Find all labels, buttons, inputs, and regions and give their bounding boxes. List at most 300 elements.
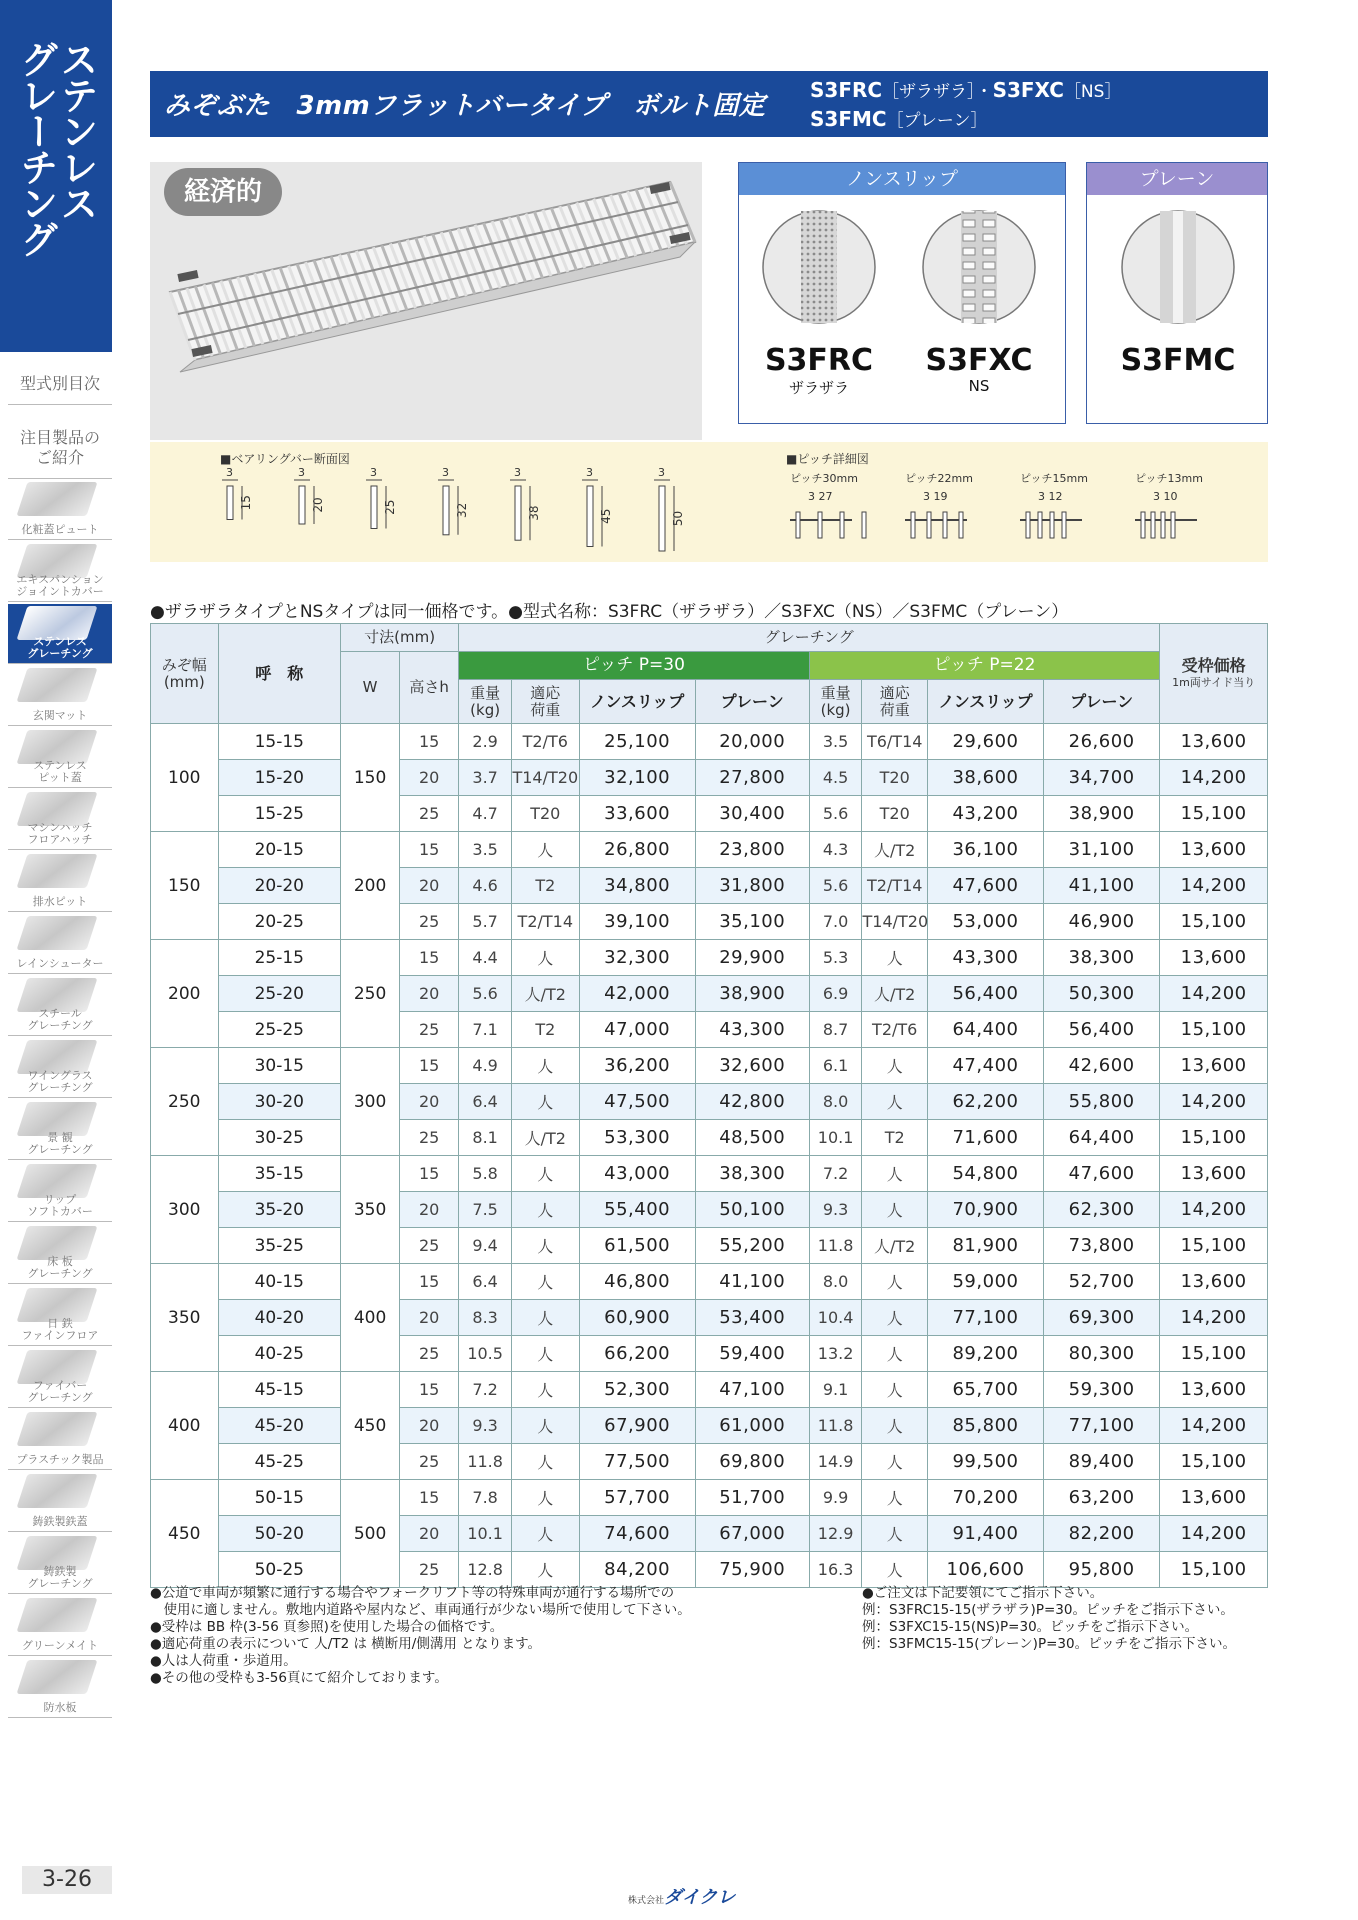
load22-cell: 人 (862, 1084, 927, 1120)
bar-thickness-label: 3 (226, 466, 233, 479)
name-cell: 30-25 (218, 1120, 340, 1156)
load30-cell: 人 (512, 1408, 580, 1444)
zarazara-bar-texture (801, 211, 837, 323)
load30-cell: 人 (512, 1336, 580, 1372)
nonslip30-price-cell: 60,900 (579, 1300, 695, 1336)
w-cell: 150 (341, 724, 400, 832)
height-cell: 20 (400, 760, 459, 796)
sidebar-item-label: スチール グレーチング (27, 1007, 93, 1032)
name-cell: 35-15 (218, 1156, 340, 1192)
load30-cell: 人 (512, 940, 580, 976)
plain22-price-cell: 89,400 (1044, 1444, 1160, 1480)
name-cell: 45-20 (218, 1408, 340, 1444)
w-cell: 500 (341, 1480, 400, 1588)
load22-cell: 人 (862, 1372, 927, 1408)
load30-cell: 人 (512, 1048, 580, 1084)
name-cell: 30-20 (218, 1084, 340, 1120)
sidebar-item[interactable] (8, 728, 112, 788)
table-row (151, 1444, 1268, 1480)
table-row (151, 1300, 1268, 1336)
weight30-cell: 11.8 (459, 1444, 512, 1480)
note-left-3: ●適応荷重の表示について 人/T2 は 横断用/側溝用 となります。 (150, 1636, 542, 1652)
height-cell: 15 (400, 832, 459, 868)
sidebar-item-thumbnail (16, 854, 97, 888)
plain22-price-cell: 77,100 (1044, 1408, 1160, 1444)
frame-price-cell: 15,100 (1160, 1336, 1268, 1372)
sidebar-item-label: ステンレス ピット蓋 (33, 759, 87, 784)
sidebar-item-thumbnail (16, 1660, 97, 1694)
bearing-bar-section (515, 486, 521, 540)
load22-cell: 人 (862, 1444, 927, 1480)
height-cell: 25 (400, 1552, 459, 1588)
bearing-bar-section (443, 486, 449, 535)
header-plain-22: プレーン (1044, 680, 1160, 724)
notes-left (150, 1585, 710, 1687)
nonslip22-price-cell: 43,300 (927, 940, 1043, 976)
product-title: みぞぶた 3mmフラットバータイプ ボルト固定 (164, 91, 766, 121)
load22-cell: T20 (862, 796, 927, 832)
diagram-strip (150, 442, 1268, 562)
name-cell: 50-20 (218, 1516, 340, 1552)
plain30-price-cell: 59,400 (695, 1336, 809, 1372)
load30-cell: 人 (512, 1228, 580, 1264)
weight22-cell: 6.1 (809, 1048, 862, 1084)
table-row (151, 1120, 1268, 1156)
nonslip30-price-cell: 42,000 (579, 976, 695, 1012)
load30-cell: T2 (512, 1012, 580, 1048)
sidebar-item[interactable] (8, 1224, 112, 1284)
w-cell: 200 (341, 832, 400, 940)
note-right-4: 例：S3FMC15-15(プレーン)P=30。ピッチをご指示下さい。 (862, 1636, 1237, 1652)
economy-badge: 経済的 (164, 168, 282, 216)
pitch-bar (1161, 512, 1165, 538)
weight22-cell: 10.1 (809, 1120, 862, 1156)
pitch-bar (927, 512, 931, 538)
header-pitch22: ピッチ P=22 (809, 652, 1160, 680)
weight30-cell: 3.5 (459, 832, 512, 868)
header-nonslip-22: ノンスリップ (927, 680, 1043, 724)
weight22-cell: 8.0 (809, 1264, 862, 1300)
plain22-price-cell: 31,100 (1044, 832, 1160, 868)
table-row (151, 1372, 1268, 1408)
weight30-cell: 9.3 (459, 1408, 512, 1444)
table-row (151, 1336, 1268, 1372)
pitch-label: ピッチ15mm (1020, 472, 1088, 485)
weight22-cell: 5.3 (809, 940, 862, 976)
frame-price-cell: 13,600 (1160, 1264, 1268, 1300)
height-cell: 25 (400, 1444, 459, 1480)
sidebar-item[interactable] (8, 666, 112, 726)
bar-thickness-label: 3 (658, 466, 665, 479)
height-cell: 15 (400, 1480, 459, 1516)
bearing-bar-section (371, 486, 377, 529)
nonslip22-price-cell: 43,200 (927, 796, 1043, 832)
weight30-cell: 8.1 (459, 1120, 512, 1156)
sidebar-item-label: リップ ソフトカバー (27, 1193, 93, 1218)
note-left-2: ●受枠は BB 枠(3-56 頁参照)を使用した場合の価格です。 (150, 1619, 504, 1635)
load22-cell: 人 (862, 1408, 927, 1444)
sidebar-item-thumbnail (16, 1412, 97, 1446)
header-pitch30: ピッチ P=30 (459, 652, 809, 680)
load30-cell: 人 (512, 1372, 580, 1408)
groove-width-cell: 450 (151, 1480, 219, 1588)
plain22-price-cell: 64,400 (1044, 1120, 1160, 1156)
pitch-dims: 3 10 (1153, 490, 1178, 503)
load30-cell: T2 (512, 868, 580, 904)
price-table-body (151, 724, 1268, 1588)
nonslip22-price-cell: 56,400 (927, 976, 1043, 1012)
frame-price-cell: 15,100 (1160, 904, 1268, 940)
sidebar-item-thumbnail (16, 668, 97, 702)
code-fmc: S3FMC (1120, 343, 1236, 378)
pitch-bar (943, 512, 947, 538)
w-cell: 300 (341, 1048, 400, 1156)
bar-thickness-label: 3 (586, 466, 593, 479)
nonslip22-price-cell: 70,200 (927, 1480, 1043, 1516)
weight22-cell: 9.9 (809, 1480, 862, 1516)
header-load-30: 適応 荷重 (512, 680, 580, 724)
sidebar-item[interactable] (8, 1658, 112, 1718)
height-cell: 20 (400, 1192, 459, 1228)
nonslip30-price-cell: 25,100 (579, 724, 695, 760)
sidebar-item-thumbnail (16, 1598, 97, 1632)
name-cell: 50-15 (218, 1480, 340, 1516)
name-cell: 25-25 (218, 1012, 340, 1048)
bar-height-label: 25 (383, 499, 397, 515)
weight22-cell: 3.5 (809, 724, 862, 760)
note-left-5: ●その他の受枠も3-56頁にて紹介しております。 (150, 1670, 448, 1686)
nonslip22-price-cell: 59,000 (927, 1264, 1043, 1300)
nonslip30-price-cell: 39,100 (579, 904, 695, 940)
nonslip22-price-cell: 99,500 (927, 1444, 1043, 1480)
sidebar-item[interactable] (8, 1348, 112, 1408)
product-codes (810, 77, 1121, 135)
name-cell: 40-15 (218, 1264, 340, 1300)
plain30-price-cell: 67,000 (695, 1516, 809, 1552)
load22-cell: 人 (862, 1192, 927, 1228)
pitch-bar (818, 512, 822, 538)
note-right-3: 例：S3FXC15-15(NS)P=30。ピッチをご指示下さい。 (862, 1619, 1199, 1635)
frame-price-cell: 14,200 (1160, 1408, 1268, 1444)
plain30-price-cell: 31,800 (695, 868, 809, 904)
plain22-price-cell: 73,800 (1044, 1228, 1160, 1264)
sidebar-item-label: 鋳鉄製 グレーチング (27, 1565, 93, 1590)
height-cell: 15 (400, 1372, 459, 1408)
model-code-frc: S3FRC (810, 78, 883, 102)
nonslip-closeups (739, 203, 1067, 343)
sidebar-item-label: レインシューター (16, 957, 104, 970)
sidebar-item[interactable] (8, 1410, 112, 1470)
weight30-cell: 3.7 (459, 760, 512, 796)
plain22-price-cell: 41,100 (1044, 868, 1160, 904)
weight30-cell: 7.5 (459, 1192, 512, 1228)
plain30-price-cell: 50,100 (695, 1192, 809, 1228)
weight30-cell: 2.9 (459, 724, 512, 760)
table-row (151, 1084, 1268, 1120)
w-cell: 450 (341, 1372, 400, 1480)
plain-finish-panel (1086, 162, 1268, 424)
w-cell: 250 (341, 940, 400, 1048)
nonslip22-price-cell: 38,600 (927, 760, 1043, 796)
height-cell: 15 (400, 724, 459, 760)
name-cell: 45-25 (218, 1444, 340, 1480)
plain22-price-cell: 47,600 (1044, 1156, 1160, 1192)
pitch-label: ピッチ13mm (1135, 472, 1203, 485)
groove-width-cell: 100 (151, 724, 219, 832)
bar-height-label: 15 (239, 495, 253, 511)
plain22-price-cell: 56,400 (1044, 1012, 1160, 1048)
header-w: W (341, 652, 400, 724)
frame-price-cell: 13,600 (1160, 724, 1268, 760)
groove-width-cell: 350 (151, 1264, 219, 1372)
weight30-cell: 7.1 (459, 1012, 512, 1048)
load30-cell: 人 (512, 1552, 580, 1588)
plain30-price-cell: 43,300 (695, 1012, 809, 1048)
sidebar-item-label: 防水板 (43, 1701, 77, 1714)
pitch-dims: 3 12 (1038, 490, 1063, 503)
sidebar-item[interactable] (8, 542, 112, 602)
sidebar-link-catalog[interactable]: 型式別目次 (8, 374, 112, 405)
nonslip30-price-cell: 77,500 (579, 1444, 695, 1480)
weight22-cell: 14.9 (809, 1444, 862, 1480)
frame-price-cell: 14,200 (1160, 1084, 1268, 1120)
frame-price-cell: 13,600 (1160, 1156, 1268, 1192)
nonslip30-price-cell: 61,500 (579, 1228, 695, 1264)
weight30-cell: 5.8 (459, 1156, 512, 1192)
height-cell: 25 (400, 1228, 459, 1264)
height-cell: 15 (400, 1156, 459, 1192)
frame-price-cell: 15,100 (1160, 1444, 1268, 1480)
load30-cell: 人 (512, 1300, 580, 1336)
product-photo (150, 162, 702, 440)
sidebar-item-label: エキスパンション ジョイントカバー (16, 573, 104, 598)
sidebar-item-label: 玄関マット (32, 709, 88, 722)
load30-cell: T20 (512, 796, 580, 832)
bar-height-label: 32 (455, 502, 469, 519)
product-header (150, 71, 1268, 137)
w-cell: 350 (341, 1156, 400, 1264)
brand-name: ダイクレ (664, 1887, 736, 1908)
nonslip22-price-cell: 62,200 (927, 1084, 1043, 1120)
groove-width-cell: 250 (151, 1048, 219, 1156)
weight22-cell: 9.3 (809, 1192, 862, 1228)
sidebar-item-label: 化粧蓋ピュート (21, 523, 99, 536)
plain30-price-cell: 61,000 (695, 1408, 809, 1444)
table-row (151, 1156, 1268, 1192)
table-row (151, 976, 1268, 1012)
nonslip-finish-panel (738, 162, 1066, 424)
table-row (151, 1264, 1268, 1300)
height-cell: 20 (400, 976, 459, 1012)
sidebar-item[interactable] (8, 604, 112, 664)
name-cell: 40-20 (218, 1300, 340, 1336)
load22-cell: T2 (862, 1120, 927, 1156)
nonslip22-price-cell: 65,700 (927, 1372, 1043, 1408)
plain30-price-cell: 69,800 (695, 1444, 809, 1480)
header-frame-price (1160, 624, 1268, 724)
load30-cell: 人 (512, 1444, 580, 1480)
load22-cell: 人 (862, 1336, 927, 1372)
nonslip30-price-cell: 53,300 (579, 1120, 695, 1156)
sidebar-item[interactable] (8, 790, 112, 850)
bar-height-label: 45 (599, 508, 613, 524)
sidebar-item[interactable] (8, 1472, 112, 1532)
nonslip22-price-cell: 91,400 (927, 1516, 1043, 1552)
name-cell: 35-20 (218, 1192, 340, 1228)
plain22-price-cell: 26,600 (1044, 724, 1160, 760)
weight30-cell: 4.7 (459, 796, 512, 832)
name-cell: 25-15 (218, 940, 340, 976)
sidebar-category-title (0, 0, 112, 352)
pitch-label: ピッチ30mm (790, 472, 858, 485)
nonslip30-price-cell: 84,200 (579, 1552, 695, 1588)
sidebar-item-label: プラスチック製品 (16, 1453, 104, 1466)
nonslip30-price-cell: 74,600 (579, 1516, 695, 1552)
header-frame-label: 受枠価格 (1181, 655, 1246, 675)
pitch-bar (1026, 512, 1030, 538)
height-cell: 20 (400, 868, 459, 904)
nonslip30-price-cell: 46,800 (579, 1264, 695, 1300)
sidebar-item[interactable] (8, 1162, 112, 1222)
pitch-dims: 3 19 (923, 490, 948, 503)
name-cell: 20-25 (218, 904, 340, 940)
nonslip22-price-cell: 64,400 (927, 1012, 1043, 1048)
sidebar-item[interactable] (8, 1100, 112, 1160)
bearing-bar-title: ■ベアリングバー断面図 (220, 452, 350, 466)
header-frame-sub: 1m両サイド当り (1172, 675, 1256, 689)
pitch-bar (1141, 512, 1145, 538)
header-groove-width-label: みぞ幅 (mm) (161, 655, 207, 691)
weight30-cell: 5.6 (459, 976, 512, 1012)
sidebar-item[interactable] (8, 1286, 112, 1346)
plain22-price-cell: 42,600 (1044, 1048, 1160, 1084)
sidebar-link-featured[interactable]: 注目製品の ご紹介 (8, 428, 112, 479)
nonslip30-price-cell: 47,500 (579, 1084, 695, 1120)
weight30-cell: 10.1 (459, 1516, 512, 1552)
weight22-cell: 7.2 (809, 1156, 862, 1192)
nonslip22-price-cell: 47,400 (927, 1048, 1043, 1084)
frame-price-cell: 14,200 (1160, 1516, 1268, 1552)
plain22-price-cell: 82,200 (1044, 1516, 1160, 1552)
bar-thickness-label: 3 (298, 466, 305, 479)
bar-height-label: 38 (527, 505, 541, 521)
weight22-cell: 11.8 (809, 1228, 862, 1264)
frame-price-cell: 14,200 (1160, 1192, 1268, 1228)
header-plain-30: プレーン (695, 680, 809, 724)
pitch-bar (1038, 512, 1042, 538)
weight30-cell: 7.8 (459, 1480, 512, 1516)
weight30-cell: 12.8 (459, 1552, 512, 1588)
table-row (151, 868, 1268, 904)
sidebar-item[interactable] (8, 1534, 112, 1594)
frame-price-cell: 14,200 (1160, 976, 1268, 1012)
load22-cell: 人 (862, 1516, 927, 1552)
weight30-cell: 9.4 (459, 1228, 512, 1264)
w-cell: 400 (341, 1264, 400, 1372)
sidebar-item[interactable] (8, 480, 112, 540)
nonslip30-price-cell: 36,200 (579, 1048, 695, 1084)
nonslip22-price-cell: 36,100 (927, 832, 1043, 868)
plain30-price-cell: 20,000 (695, 724, 809, 760)
nonslip22-price-cell: 53,000 (927, 904, 1043, 940)
weight22-cell: 13.2 (809, 1336, 862, 1372)
plain30-price-cell: 53,400 (695, 1300, 809, 1336)
sidebar-item[interactable] (8, 852, 112, 912)
page-number: 3-26 (22, 1866, 112, 1894)
table-row (151, 940, 1268, 976)
table-row (151, 1228, 1268, 1264)
groove-width-cell: 150 (151, 832, 219, 940)
weight22-cell: 4.3 (809, 832, 862, 868)
nonslip30-price-cell: 43,000 (579, 1156, 695, 1192)
pitch-bar (1062, 512, 1066, 538)
bar-thickness-label: 3 (442, 466, 449, 479)
nonslip30-price-cell: 52,300 (579, 1372, 695, 1408)
weight22-cell: 9.1 (809, 1372, 862, 1408)
height-cell: 25 (400, 1012, 459, 1048)
sidebar-item-label: ファイバー グレーチング (27, 1379, 93, 1404)
groove-width-cell: 200 (151, 940, 219, 1048)
table-row (151, 1048, 1268, 1084)
table-row (151, 832, 1268, 868)
weight30-cell: 8.3 (459, 1300, 512, 1336)
plain30-price-cell: 42,800 (695, 1084, 809, 1120)
load30-cell: 人 (512, 1156, 580, 1192)
pitch-dims: 3 27 (808, 490, 833, 503)
frame-price-cell: 15,100 (1160, 1120, 1268, 1156)
pitch-bar (862, 512, 866, 538)
load22-cell: T2/T6 (862, 1012, 927, 1048)
frame-price-cell: 13,600 (1160, 832, 1268, 868)
plain22-price-cell: 50,300 (1044, 976, 1160, 1012)
load22-cell: 人/T2 (862, 976, 927, 1012)
plain30-price-cell: 48,500 (695, 1120, 809, 1156)
sidebar-item[interactable] (8, 976, 112, 1036)
plain30-price-cell: 27,800 (695, 760, 809, 796)
nonslip30-price-cell: 32,300 (579, 940, 695, 976)
brand-prefix: 株式会社 (628, 1896, 665, 1906)
table-row (151, 1012, 1268, 1048)
sidebar-item-label: ステンレス グレーチング (27, 635, 93, 660)
plain22-price-cell: 34,700 (1044, 760, 1160, 796)
type-note: ●ザラザラタイプとNSタイプは同一価格です。●型式名称：S3FRC（ザラザラ）／S3FXC（NS）／S3FMC（プレーン） (150, 602, 1069, 622)
model-code-fxc: S3FXC (992, 78, 1064, 102)
frame-price-cell: 15,100 (1160, 1228, 1268, 1264)
nonslip30-price-cell: 66,200 (579, 1336, 695, 1372)
plain30-price-cell: 35,100 (695, 904, 809, 940)
nonslip22-price-cell: 81,900 (927, 1228, 1043, 1264)
plain-closeup (1087, 203, 1269, 343)
plain30-price-cell: 51,700 (695, 1480, 809, 1516)
sidebar-item[interactable] (8, 914, 112, 974)
table-row (151, 1480, 1268, 1516)
pitch-bar (911, 512, 915, 538)
nonslip22-price-cell: 70,900 (927, 1192, 1043, 1228)
weight22-cell: 12.9 (809, 1516, 862, 1552)
sidebar-item[interactable] (8, 1596, 112, 1656)
load22-cell: T6/T14 (862, 724, 927, 760)
plain30-price-cell: 75,900 (695, 1552, 809, 1588)
table-row (151, 1552, 1268, 1588)
sidebar-item[interactable] (8, 1038, 112, 1098)
plain22-price-cell: 52,700 (1044, 1264, 1160, 1300)
height-cell: 20 (400, 1300, 459, 1336)
notes-right (862, 1585, 1282, 1653)
name-cell: 15-20 (218, 760, 340, 796)
height-cell: 25 (400, 1120, 459, 1156)
bearing-bar-section (227, 486, 233, 520)
name-cell: 30-15 (218, 1048, 340, 1084)
